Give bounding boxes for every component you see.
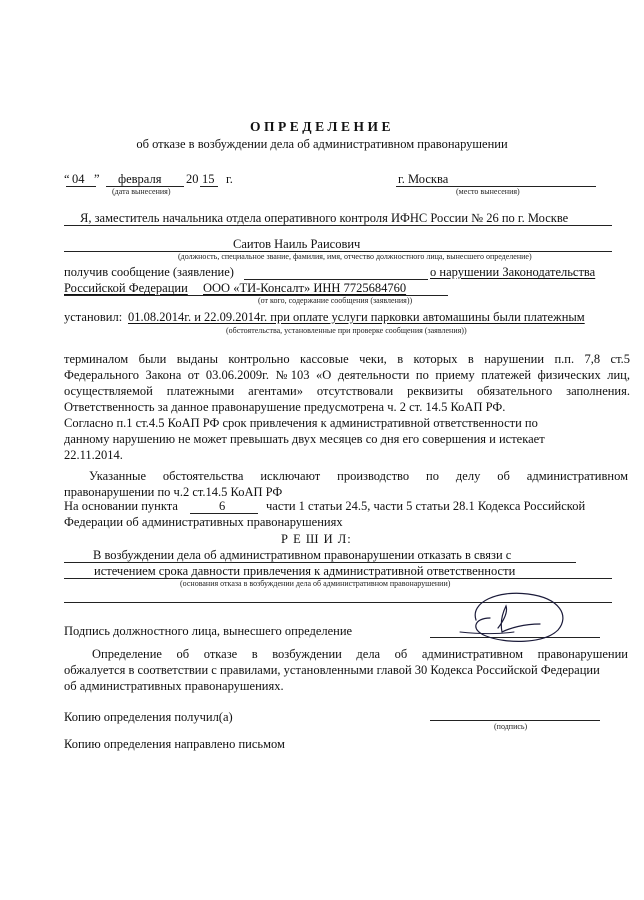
body-line-5: Согласно п.1 ст.4.5 КоАП РФ срок привлечения к административной ответственности по — [64, 416, 538, 430]
circumstances-line-1: Указанные обстоятельства исключают производство по делу об административном — [89, 469, 628, 483]
place-caption: (место вынесения) — [456, 187, 520, 196]
handwritten-signature — [440, 588, 580, 648]
body-line-6: данному нарушению не может превышать двух месяцев со дня его совершения и истекает — [64, 432, 545, 446]
basis-point: 6 — [219, 499, 226, 513]
appeal-line-2: обжалуется в соответствии с правилами, установленными главой 30 Кодекса Российской Федерации — [64, 663, 600, 677]
date-month: февраля — [118, 172, 162, 186]
appeal-line-3: об административных правонарушениях. — [64, 679, 284, 693]
circumstances-line-4: Федерации об административных правонарушениях — [64, 515, 343, 529]
place-city: г. Москва — [398, 172, 449, 186]
body-line-4: Ответственность за данное правонарушение предусмотрена ч. 2 ст. 14.5 КоАП РФ. — [64, 400, 506, 414]
message-line2-b: ООО «ТИ-Консалт» ИНН 7725684760 — [203, 281, 407, 295]
decision-line-2: истечением срока давности привлечения к административной ответственности — [94, 564, 516, 578]
body-line-7: 22.11.2014. — [64, 448, 123, 462]
copy-received: Копию определения получил(а) — [64, 710, 233, 724]
date-year-word: г. — [226, 172, 233, 186]
body-line-2: Федерального Закона от 03.06.2009г. №103 «О деятельности по приему платежей физических лиц, — [64, 368, 630, 382]
date-year-prefix: 20 — [186, 172, 199, 186]
basis-label: На основании пункта — [64, 499, 178, 513]
date-caption: (дата вынесения) — [112, 187, 171, 196]
decision-heading: Р Е Ш И Л: — [281, 532, 352, 546]
body-line-1: терминалом были выданы контрольно кассовые чеки, в которых в нарушении п.п. 7,8 ст.5 — [64, 352, 630, 366]
circumstances-line-2: правонарушении по ч.2 ст.14.5 КоАП РФ — [64, 485, 283, 499]
established-caption: (обстоятельства, установленные при проверке сообщения (заявления)) — [226, 326, 467, 335]
message-line2-a: Российской Федерации — [64, 281, 188, 295]
official-position: Я, заместитель начальника отдела оперативного контроля ИФНС России № 26 по г. Москве — [80, 211, 569, 225]
established-text: 01.08.2014г. и 22.09.2014г. при оплате услуги парковки автомашины были платежным — [128, 310, 585, 324]
date-year-suffix: 15 — [202, 172, 215, 186]
established-label: установил: — [64, 310, 123, 324]
appeal-line-1: Определение об отказе в возбуждении дела об административном правонарушении — [92, 647, 628, 661]
message-label: получив сообщение (заявление) — [64, 265, 234, 279]
basis-text: части 1 статьи 24.5, части 5 статьи 28.1 Кодекса Российской — [266, 499, 586, 513]
message-text-right: о нарушении Законодательства — [430, 265, 596, 279]
date-day: 04 — [72, 172, 85, 186]
copy-sent: Копию определения направлено письмом — [64, 737, 285, 751]
date-quote-close: ” — [94, 172, 100, 186]
decision-caption: (основания отказа в возбуждении дела об административном правонарушении) — [180, 579, 451, 588]
date-quote-open: “ — [64, 172, 70, 186]
body-line-3: осуществляемой платежными агентами» отсутствовали реквизиты обязательного заполнения. — [64, 384, 630, 398]
page-subtitle: об отказе в возбуждении дела об административном правонарушении — [136, 137, 508, 151]
decision-line-1: В возбуждении дела об административном правонарушении отказать в связи с — [93, 548, 512, 562]
copy-signature-caption: (подпись) — [494, 722, 528, 731]
page-title: ОПРЕДЕЛЕНИЕ — [250, 119, 394, 134]
official-name: Саитов Наиль Раисович — [233, 237, 361, 251]
message-caption: (от кого, содержание сообщения (заявления)) — [258, 296, 413, 305]
official-caption: (должность, специальное звание, фамилия, имя, отчество должностного лица, вынесшего определение) — [178, 252, 532, 261]
signature-label: Подпись должностного лица, вынесшего определение — [64, 624, 353, 638]
